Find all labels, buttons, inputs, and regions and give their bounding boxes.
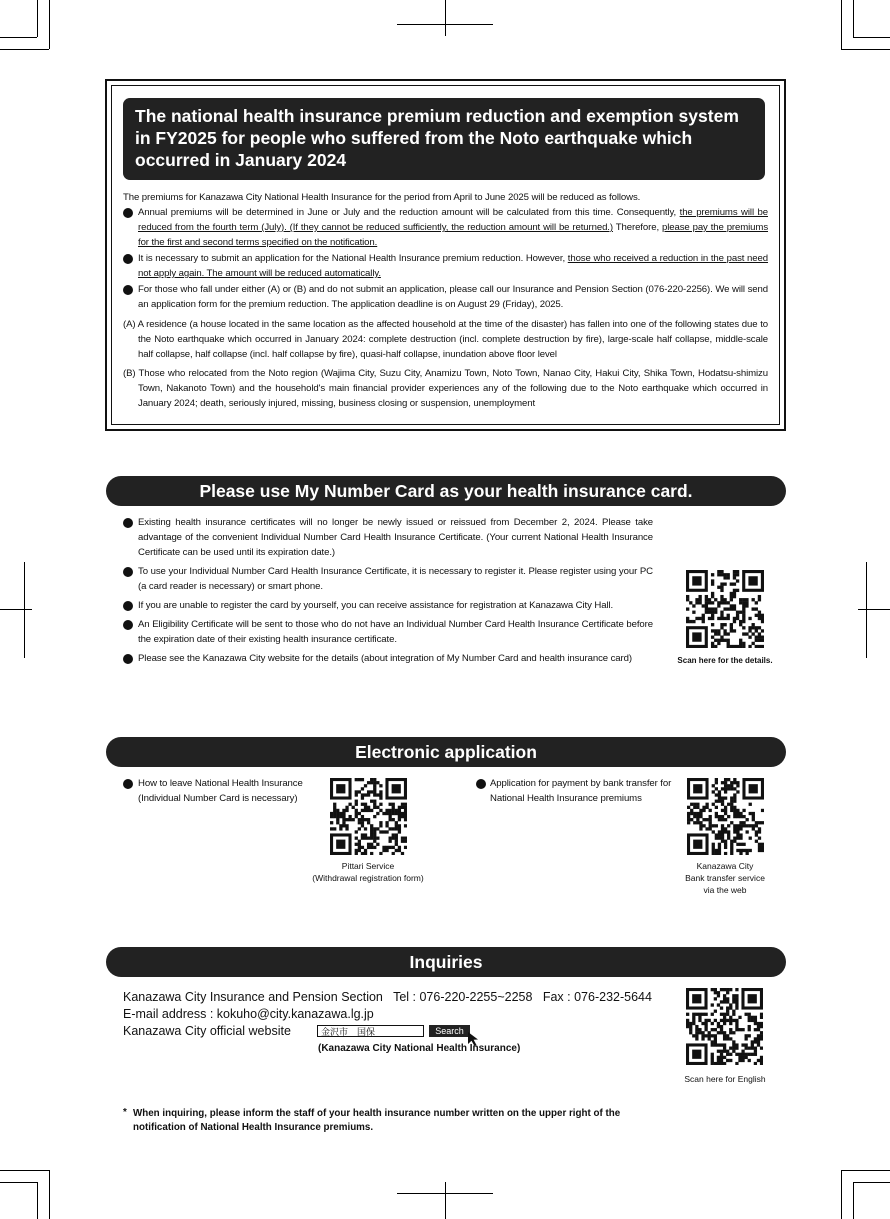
mynumber-item-1: Existing health insurance certificates will no longer be newly issued or reissued from December 2, 2024. Please take advantage of the convenient Individual Number Card Health Insurance Certificate. (Your current National Health Insurance Certificate can be used until its expiration date.): [138, 517, 653, 558]
inquiries-contact: Kanazawa City Insurance and Pension Section Tel : 076-220-2255~2258 Fax : 076-232-5644: [123, 990, 652, 1004]
website-search-button[interactable]: Search: [429, 1025, 470, 1037]
bullet-icon: [123, 654, 133, 664]
bullet-icon: [476, 779, 486, 789]
notice-bullet-1: Annual premiums will be determined in June or July and the reduction amount will be calculated from this time. Consequently, the premiums will be reduced from the fourth term (July). (If they cannot be reduced sufficiently, the reduction amount will be returned.) Therefore, please pay the premiums for the first and second terms specified on the notification.: [138, 207, 769, 248]
search-caption: (Kanazawa City National Health Insurance): [318, 1043, 521, 1054]
notice-bullet-2: It is necessary to submit an application for the National Health Insurance premium reduction. However, those who received a reduction in the past need not apply again. The amount will be reduced automatically.: [138, 253, 769, 279]
electronic-right-caption: Kanazawa City Bank transfer service via the web: [685, 861, 765, 895]
bullet-icon: [123, 208, 133, 218]
qr-code-icon[interactable]: [686, 570, 764, 648]
notice-title: The national health insurance premium reduction and exemption system in FY2025 for people who suffered from the Noto earthquake which occurred in January 2024: [135, 106, 739, 170]
inquiries-website-label: Kanazawa City official website: [123, 1024, 291, 1038]
notice-title-box: [123, 98, 765, 180]
notice-note-a: (A) A residence (a house located in the same location as the affected household at the time of the disaster) has fallen into one of the following states due to the Noto earthquake which occurred in January 2024: complete destruction (incl. complete destruction by fire), large-scale half collapse, middle-scale half collapse, half collapse (incl. half collapse by fire), quasi-half collapse, inundation above floor level: [123, 319, 768, 360]
bullet-icon: [123, 285, 133, 295]
inquiries-footnote: When inquiring, please inform the staff of your health insurance number written on the upper right of the notification of National Health Insurance premiums.: [133, 1108, 621, 1133]
qr-code-icon[interactable]: [687, 778, 764, 855]
bullet-icon: [123, 601, 133, 611]
mynumber-item-4: An Eligibility Certificate will be sent to those who do not have an Individual Number Card Health Insurance Certificate before the expiration date of their existing health insurance certificate.: [138, 619, 653, 645]
inquiries-heading: Inquiries: [106, 947, 786, 977]
bullet-icon: [123, 254, 133, 264]
bullet-icon: [123, 779, 133, 789]
electronic-right-item: Application for payment by bank transfer for National Health Insurance premiums: [490, 778, 672, 804]
notice-intro: The premiums for Kanazawa City National Health Insurance for the period from April to June 2025 will be reduced as follows.: [123, 192, 641, 203]
bullet-icon: [123, 620, 133, 630]
qr-code-icon[interactable]: [686, 988, 763, 1065]
inquiries-qr-caption: Scan here for English: [684, 1074, 766, 1084]
notice-bullet-3: For those who fall under either (A) or (B) and do not submit an application, please call our Insurance and Pension Section (076-220-2256). We will send an application form for the premium reduction. The application deadline is on August 29 (Friday), 2025.: [138, 284, 768, 310]
electronic-left-caption: Pittari Service (Withdrawal registration form): [312, 861, 424, 883]
mynumber-item-5: Please see the Kanazawa City website for the details (about integration of My Number Card and health insurance card): [138, 653, 632, 664]
mynumber-qr-caption: Scan here for the details.: [677, 656, 773, 665]
website-search-input[interactable]: 金沢市 国保: [317, 1025, 424, 1037]
bullet-icon: [123, 567, 133, 577]
bullet-icon: [123, 518, 133, 528]
footnote-mark: *: [123, 1107, 127, 1118]
inquiries-email: E-mail address : kokuho@city.kanazawa.lg.jp: [123, 1007, 374, 1021]
mynumber-heading: Please use My Number Card as your health insurance card.: [106, 476, 786, 506]
electronic-left-item: How to leave National Health Insurance (Individual Number Card is necessary): [138, 778, 303, 804]
notice-note-b: (B) Those who relocated from the Noto region (Wajima City, Suzu City, Anamizu Town, Noto Town, Nanao City, Hakui City, Shika Town, Hodatsu-shimizu Town, Nakanoto Town) and the household's main financial provider experiences any of the following due to the Noto earthquake which occurred in January 2024; death, seriously injured, missing, business closing or suspension, unemployment: [123, 368, 768, 409]
mynumber-item-3: If you are unable to register the card by yourself, you can receive assistance for registration at Kanazawa City Hall.: [138, 600, 614, 611]
mynumber-item-2: To use your Individual Number Card Health Insurance Certificate, it is necessary to register it. Please register using your PC (a card reader is necessary) or smart phone.: [138, 566, 653, 592]
electronic-heading: Electronic application: [106, 737, 786, 767]
qr-code-icon[interactable]: [330, 778, 407, 855]
